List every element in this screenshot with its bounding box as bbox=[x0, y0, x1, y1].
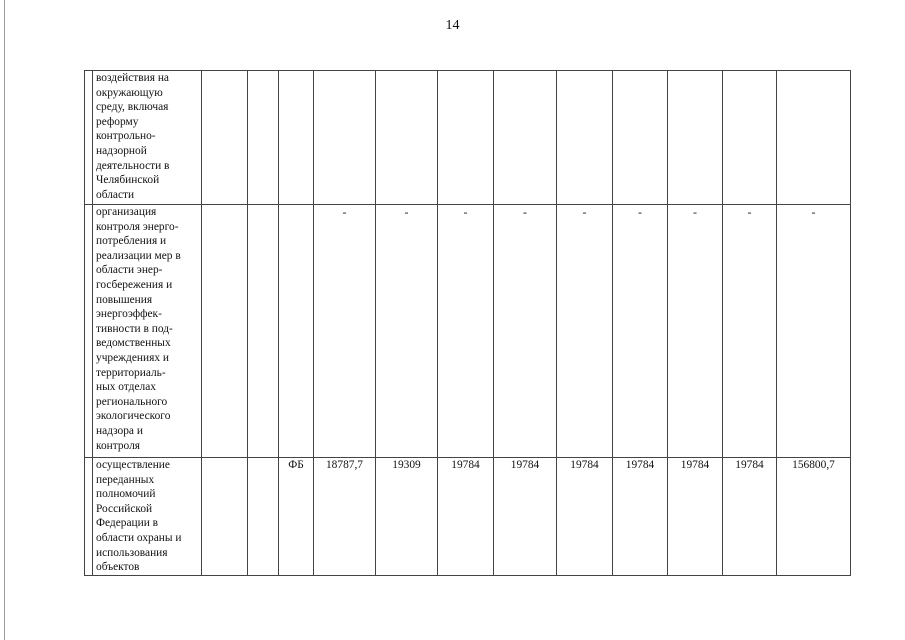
table-row bbox=[85, 71, 851, 205]
value-cell: 19784 bbox=[723, 458, 777, 576]
value-cell: - bbox=[314, 205, 376, 458]
total-cell bbox=[777, 71, 851, 205]
value-cell: 18787,7 bbox=[314, 458, 376, 576]
empty-cell bbox=[248, 205, 279, 458]
empty-cell bbox=[202, 71, 248, 205]
value-cell bbox=[314, 71, 376, 205]
value-cell bbox=[438, 71, 494, 205]
value-cell: - bbox=[557, 205, 613, 458]
value-cell bbox=[723, 71, 777, 205]
funding-source-cell: ФБ bbox=[279, 458, 314, 576]
value-cell: - bbox=[438, 205, 494, 458]
value-cell: 19784 bbox=[438, 458, 494, 576]
page-number: 14 bbox=[445, 18, 460, 33]
value-cell: - bbox=[723, 205, 777, 458]
value-cell: - bbox=[613, 205, 668, 458]
funding-source-cell bbox=[279, 71, 314, 205]
value-cell: - bbox=[494, 205, 557, 458]
row-index-cell bbox=[85, 71, 93, 205]
value-cell: 19309 bbox=[376, 458, 438, 576]
row-index-cell bbox=[85, 458, 93, 576]
empty-cell bbox=[202, 458, 248, 576]
budget-table bbox=[84, 70, 851, 576]
table-row bbox=[85, 205, 851, 458]
value-cell: 19784 bbox=[494, 458, 557, 576]
funding-source-cell bbox=[279, 205, 314, 458]
empty-cell bbox=[202, 205, 248, 458]
empty-cell bbox=[248, 458, 279, 576]
activity-name-cell: осуществление переданных полномочий Российской Федерации в области охраны и использования объектов bbox=[93, 458, 202, 576]
value-cell bbox=[494, 71, 557, 205]
table-row bbox=[85, 458, 851, 576]
value-cell: 19784 bbox=[668, 458, 723, 576]
value-cell bbox=[376, 71, 438, 205]
value-cell: 19784 bbox=[613, 458, 668, 576]
empty-cell bbox=[248, 71, 279, 205]
total-cell: - bbox=[777, 205, 851, 458]
value-cell bbox=[557, 71, 613, 205]
value-cell: - bbox=[376, 205, 438, 458]
value-cell: 19784 bbox=[557, 458, 613, 576]
row-index-cell bbox=[85, 205, 93, 458]
total-cell: 156800,7 bbox=[777, 458, 851, 576]
value-cell bbox=[613, 71, 668, 205]
value-cell: - bbox=[668, 205, 723, 458]
activity-name-cell: воздействия на окружающую среду, включая реформу контрольно- надзорной деятельности в Челябинской области bbox=[93, 71, 202, 205]
page-binding-line bbox=[4, 0, 5, 640]
value-cell bbox=[668, 71, 723, 205]
activity-name-cell: организация контроля энерго- потребления и реализации мер в области энер- госбережения и повышения энергоэффек- тивности в под- ведомственных учреждениях и территориаль- ных отделах регионального экологического надзора и контроля bbox=[93, 205, 202, 458]
